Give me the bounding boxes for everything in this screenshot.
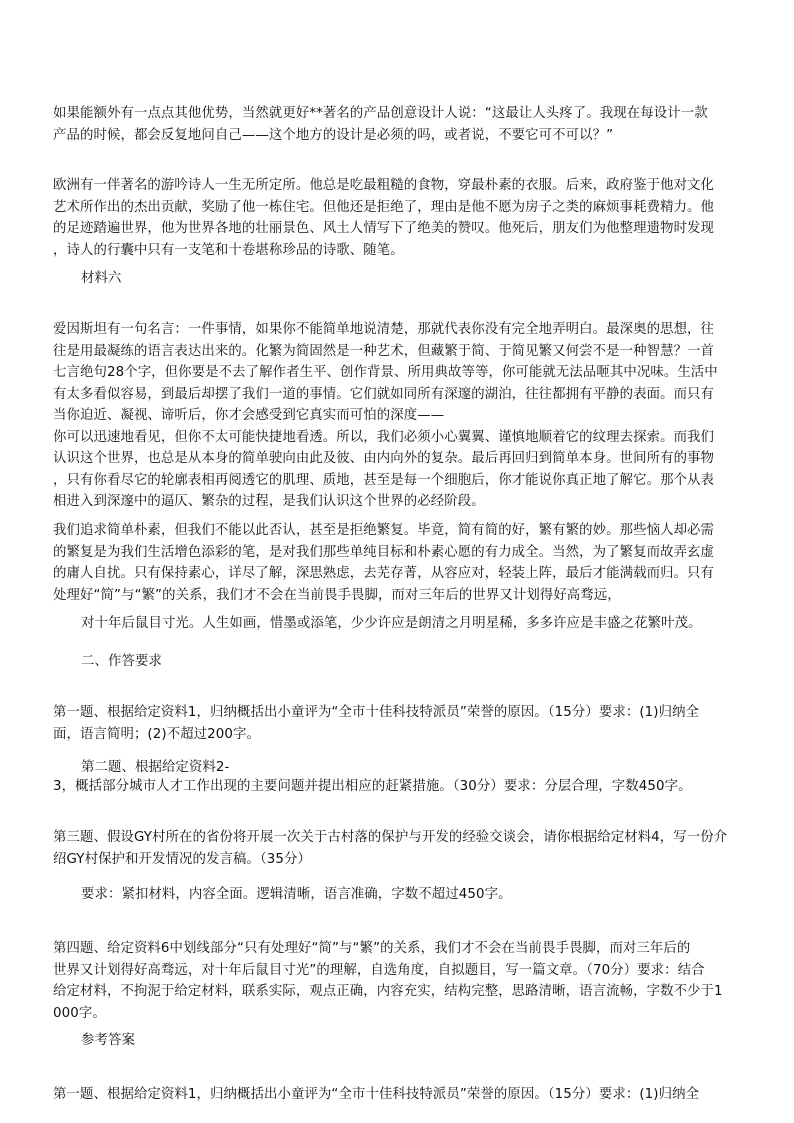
text-line: 第一题、根据给定资料1，归纳概括出小童评为“全市十佳科技特派员”荣誉的原因。（15分）要求：(1)归纳全 <box>53 1087 700 1102</box>
section-heading-material-6 <box>81 268 774 290</box>
text-line: 爱因斯坦有一句名言：一件事情，如果你不能简单地说清楚，那就代表你没有完全地弄明白。最深奥的思想，往 <box>53 322 715 337</box>
text-line: 如果能额外有一点点其他优势，当然就更好**著名的产品创意设计人说：“这最让人头疼了。我现在每设计一款 <box>53 106 708 121</box>
text-line: 二、作答要求 <box>81 654 162 669</box>
question-1 <box>53 702 746 745</box>
text-line: 第二题、根据给定资料2- <box>81 760 230 775</box>
text-line: 参考答案 <box>81 1033 135 1048</box>
section-heading-answers <box>81 1030 774 1052</box>
text-line: 七言绝句28个字，但你要是不去了解作者生平、创作背景、所用典故等等，你可能就无法品咂其中况味。生活中 <box>53 365 718 380</box>
text-line: 往是用最凝练的语言表达出来的。化繁为简固然是一种艺术，但藏繁于简、于简见繁又何尝不是一种智慧？一首 <box>53 343 715 359</box>
answer-question-1 <box>53 1084 746 1106</box>
text-line: 相进入到深邃中的逼仄、繁杂的过程，是我们认识这个世界的必经阶段。 <box>53 494 485 509</box>
question-2-body <box>53 776 746 798</box>
text-line: 产品的时候，都会反复地问自己——这个地方的设计是必须的吗，或者说，不要它可不可以？” <box>53 127 614 143</box>
question-4 <box>53 938 746 1024</box>
paragraph-6 <box>81 613 774 635</box>
text-line: 面，语言简明；(2)不超过200字。 <box>53 726 261 742</box>
text-line: 有太多看似容易，到最后却摆了我们一道的事情。它们就如同所有深邃的湖泊，往往都拥有平静的表面。而只有 <box>53 386 715 402</box>
text-line: 的庸人自扰。只有保持素心，详尽了解，深思熟虑，去芜存菁，从容应对，轻装上阵，最后才能满载而归。只有 <box>53 566 715 581</box>
paragraph-5 <box>53 520 746 606</box>
text-line: 对十年后鼠目寸光。人生如画，惜墨或添笔，少少许应是朗清之月明星稀，多多许应是丰盛之花繁叶茂。 <box>81 616 702 631</box>
paragraph-2 <box>53 175 746 261</box>
text-line: 世界又计划得好高骛远，对十年后鼠目寸光”的理解，自选角度，自拟题目，写一篇文章。（70分）要求：结合 <box>53 962 705 978</box>
text-line: 处理好“简”与“繁”的关系，我们才不会在当前畏手畏脚，而对三年后的世界又计划得好高骛远， <box>53 587 621 603</box>
text-line: 第四题、给定资料6中划线部分“只有处理好“简”与“繁”的关系，我们才不会在当前畏手畏脚，而对三年后的 <box>53 941 691 956</box>
text-line: 你可以迅速地看见，但你不太可能快捷地看透。所以，我们必须小心翼翼、谨慎地顺着它的纹理去探索。而我们 <box>53 429 715 445</box>
text-line: 绍GY村保护和开发情况的发言稿。（35分） <box>53 851 311 867</box>
text-line: 我们追求简单朴素，但我们不能以此否认，甚至是拒绝繁复。毕竟，简有简的好，繁有繁的妙。那些恼人却必需 <box>53 523 715 538</box>
text-line: ，诗人的行囊中只有一支笔和十卷堪称珍品的诗歌、随笔。 <box>53 242 404 258</box>
text-line: 第三题、假设GY村所在的省份将开展一次关于古村落的保护与开发的经验交谈会，请你根据给定材料4，写一份介 <box>53 830 728 845</box>
question-3 <box>53 827 746 870</box>
paragraph-1 <box>53 103 746 146</box>
text-line: 认识这个世界，也总是从本身的简单驶向由此及彼、由内向外的复杂。最后再回归到简单本身。世间所有的事物 <box>53 451 715 466</box>
text-line: 欧洲有一伴著名的游吟诗人一生无所定所。他总是吃最粗糙的食物，穿最朴素的衣服。后来，政府鉴于他对文化 <box>53 178 715 193</box>
text-line: 艺术所作出的杰出贡献，奖励了他一栋住宅。但他还是拒绝了，理由是他不愿为房子之类的麻烦事耗费精力。他 <box>53 199 715 215</box>
paragraph-4 <box>53 319 746 513</box>
text-line: 的足迹踏遍世界，他为世界各地的壮丽景色、风土人情写下了绝美的赞叹。他死后，朋友们为他整理遗物时发现 <box>53 221 715 236</box>
text-line: 3，概括部分城市人才工作出现的主要问题并提出相应的赶紧措施。（30分）要求：分层合理，字数450字。 <box>53 779 692 794</box>
text-line: 000字。 <box>53 1005 106 1021</box>
text-line: ，只有你看尽它的轮廓表相再阅透它的肌理、质地，甚至是每一个细胞后，你才能说你真正地了解它。那个从表 <box>53 472 715 488</box>
text-line: 的繁复是为我们生活增色添彩的笔，是对我们那些单纯目标和朴素心愿的有力成全。当然，为了繁复而故弄玄虚 <box>53 544 715 560</box>
question-3-requirements <box>81 884 774 906</box>
text-line: 当你迫近、凝视、谛听后，你才会感受到它真实而可怕的深度—— <box>53 408 445 423</box>
text-line: 材料六 <box>81 271 122 286</box>
text-line: 第一题、根据给定资料1，归纳概括出小童评为“全市十佳科技特派员”荣誉的原因。（15分）要求：(1)归纳全 <box>53 705 700 720</box>
section-heading-requirements <box>81 651 774 673</box>
text-line: 要求：紧扣材料，内容全面。逻辑清晰，语言准确，字数不超过450字。 <box>81 887 512 902</box>
text-line: 给定材料，不拘泥于给定材料，联系实际，观点正确，内容充实，结构完整，思路清晰，语言流畅，字数不少于1 <box>53 984 723 999</box>
